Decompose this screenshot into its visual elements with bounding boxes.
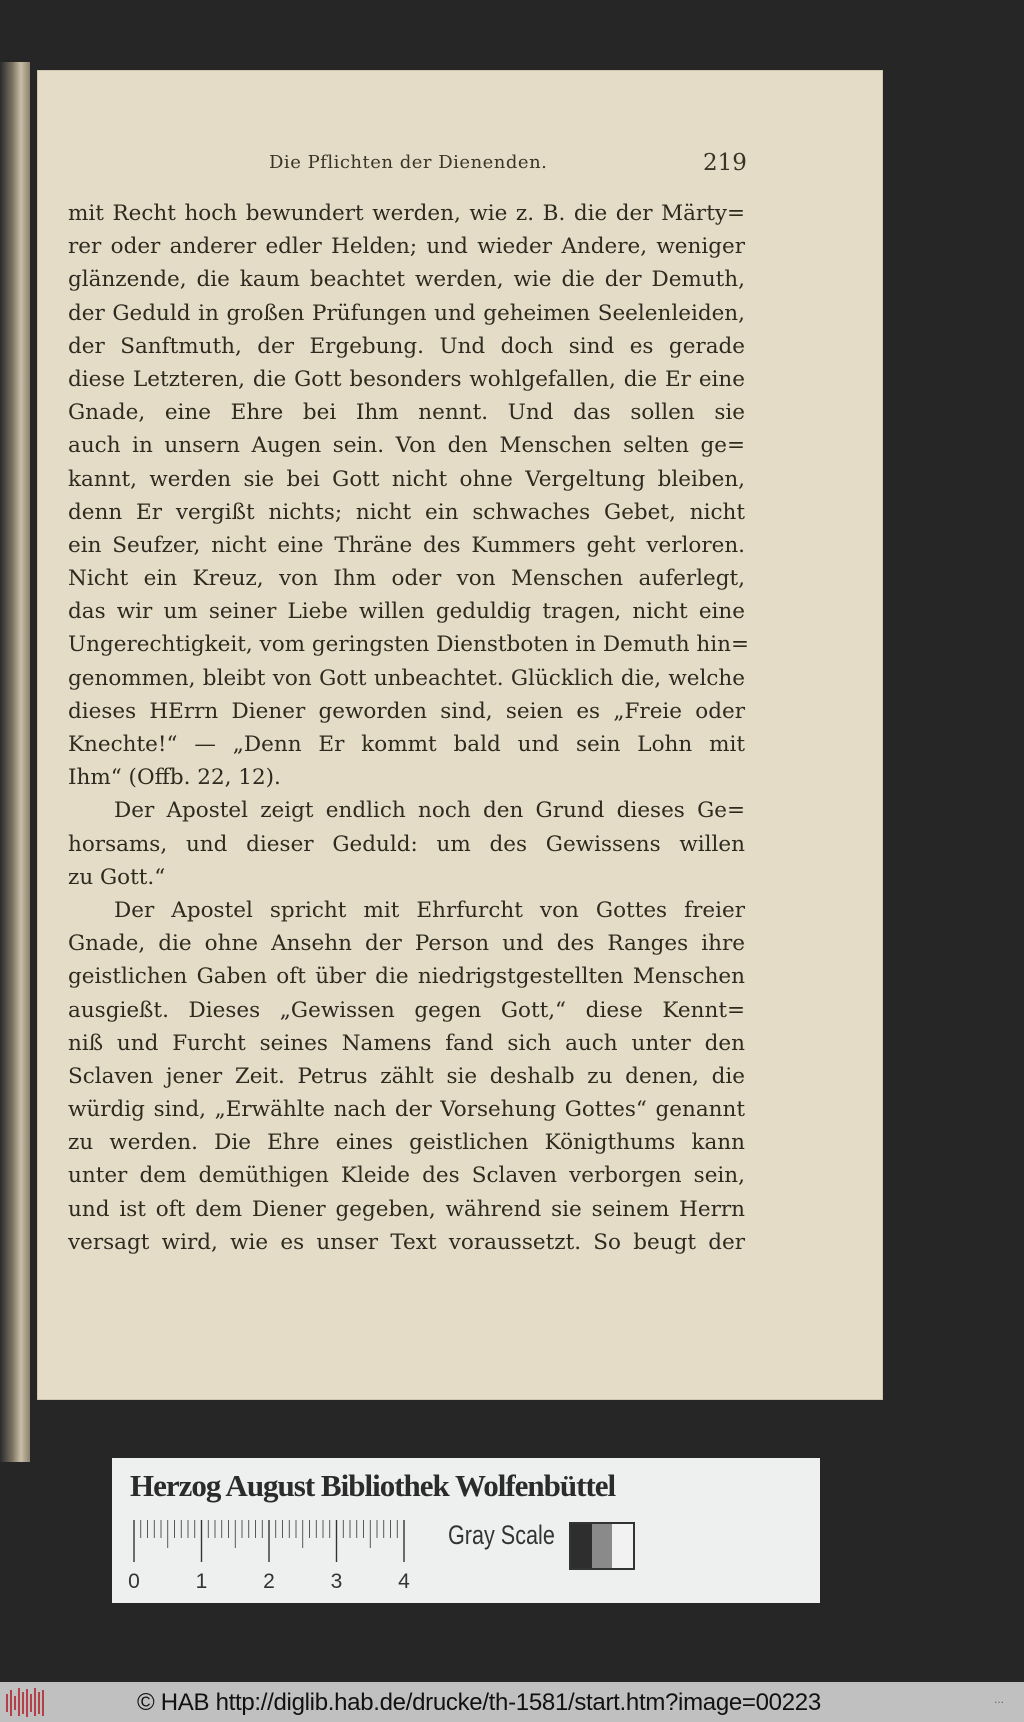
text-line: Gnade, eine Ehre bei Ihm nennt. Und das sollen sie	[68, 400, 745, 426]
facing-page-edge	[0, 62, 30, 1462]
running-title: Die Pflichten der Dienenden.	[269, 152, 548, 173]
footer-bar	[0, 1682, 1024, 1722]
library-name: Herzog August Bibliothek Wolfenbüttel	[130, 1468, 616, 1503]
text-line: kannt, werden sie bei Gott nicht ohne Vergeltung bleiben,	[68, 466, 745, 492]
text-line: ausgießt. Dieses „Gewissen gegen Gott,“ diese Kennt=	[68, 997, 745, 1023]
hab-logo-icon	[4, 1686, 48, 1718]
text-line: würdig sind, „Erwählte nach der Vorsehung Gottes“ genannt	[68, 1097, 745, 1123]
text-line: Nicht ein Kreuz, von Ihm oder von Menschen auferlegt,	[68, 566, 745, 592]
text-line: Ihm“ (Offb. 22, 12).	[68, 765, 281, 791]
text-line: zu Gott.“	[68, 864, 166, 890]
text-line: zu werden. Die Ehre eines geistlichen Königthums kann	[68, 1130, 745, 1156]
text-line: der Sanftmuth, der Ergebung. Und doch sind es gerade	[68, 333, 745, 359]
library-scale-card	[112, 1458, 820, 1603]
text-line: niß und Furcht seines Namens fand sich auch unter den	[68, 1030, 745, 1056]
text-line: der Geduld in großen Prüfungen und geheimen Seelenleiden,	[68, 300, 745, 326]
text-line: geistlichen Gaben oft über die niedrigstgestellten Menschen	[68, 964, 745, 990]
text-line: dieses HErrn Diener geworden sind, seien es „Freie oder	[68, 698, 745, 724]
ruler-label: 1	[195, 1570, 208, 1593]
text-line: horsams, und dieser Geduld: um des Gewissens willen	[68, 831, 745, 857]
gray-swatch	[612, 1524, 633, 1568]
text-line: Der Apostel spricht mit Ehrfurcht von Gottes freier	[114, 897, 745, 923]
text-line: Ungerechtigkeit, vom geringsten Dienstboten in Demuth hin=	[68, 632, 749, 658]
text-line: das wir um seiner Liebe willen geduldig tragen, nicht eine	[68, 599, 745, 625]
gray-swatch	[592, 1524, 613, 1568]
page-number: 219	[703, 150, 747, 176]
gray-scale-label: Gray Scale	[448, 1520, 555, 1550]
source-url-link[interactable]: © HAB http://diglib.hab.de/drucke/th-1581/start.htm?image=00223	[137, 1689, 821, 1716]
more-menu-button[interactable]: ...	[994, 1692, 1005, 1706]
ruler-label: 0	[128, 1570, 140, 1593]
text-line: denn Er vergißt nichts; nicht ein schwaches Gebet, nicht	[68, 499, 745, 525]
page-body-text	[68, 197, 749, 1259]
ruler-label: 2	[263, 1570, 275, 1593]
text-line: versagt wird, wie es unser Text voraussetzt. So beugt der	[68, 1229, 745, 1255]
text-line: mit Recht hoch bewundert werden, wie z. B. die der Märty=	[68, 201, 745, 226]
ruler-label: 4	[398, 1570, 410, 1593]
text-line: ein Seufzer, nicht eine Thräne des Kummers geht verloren.	[68, 532, 745, 558]
ruler-scale	[130, 1518, 450, 1598]
book-page	[37, 70, 883, 1400]
text-line: Knechte!“ — „Denn Er kommt bald und sein Lohn mit	[68, 732, 745, 757]
text-line: rer oder anderer edler Helden; und wieder Andere, weniger	[68, 234, 745, 260]
gray-scale-swatch	[569, 1522, 635, 1570]
text-line: genommen, bleibt von Gott unbeachtet. Glücklich die, welche	[68, 665, 745, 691]
text-line: unter dem demüthigen Kleide des Sclaven verborgen sein,	[68, 1163, 745, 1189]
text-line: Gnade, die ohne Ansehn der Person und des Ranges ihre	[68, 931, 745, 957]
running-header	[37, 152, 883, 182]
text-line: Sclaven jener Zeit. Petrus zählt sie deshalb zu denen, die	[68, 1063, 745, 1089]
text-line: Der Apostel zeigt endlich noch den Grund dieses Ge=	[114, 798, 745, 824]
text-line: und ist oft dem Diener gegeben, während sie seinem Herrn	[68, 1196, 745, 1222]
text-line: diese Letzteren, die Gott besonders wohlgefallen, die Er eine	[68, 366, 745, 392]
gray-swatch	[571, 1524, 592, 1568]
ruler-label: 3	[330, 1570, 343, 1593]
text-line: auch in unsern Augen sein. Von den Menschen selten ge=	[68, 433, 745, 459]
text-line: glänzende, die kaum beachtet werden, wie die der Demuth,	[68, 267, 745, 293]
